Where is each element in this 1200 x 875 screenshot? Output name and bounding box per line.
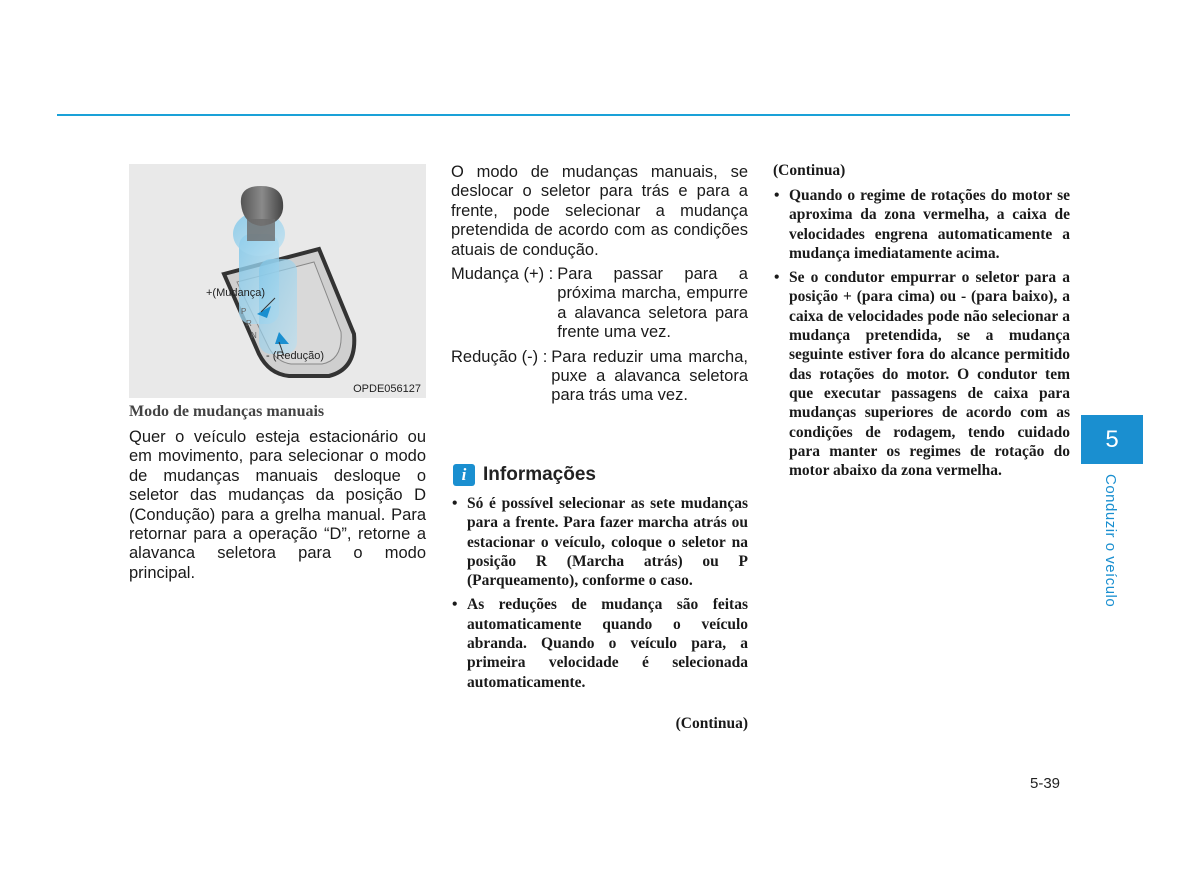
downshift-description: Para reduzir uma marcha, puxe a alavanca seletora para trás uma vez. <box>551 347 748 405</box>
svg-text:N: N <box>251 331 257 340</box>
figure-code: OPDE056127 <box>353 383 421 395</box>
upshift-callout: +(Mudança) <box>206 287 266 299</box>
info-heading <box>453 464 596 486</box>
list-item: • Quando o regime de rotações do motor se aproxima da zona vermelha, a caixa de velocidades engrena automaticamente a mudança imediatamente acima. <box>773 186 1070 263</box>
continued-header: (Continua) <box>773 162 846 179</box>
info-title: Informações <box>483 464 596 485</box>
downshift-callout: - (Redução) <box>266 350 325 362</box>
downshift-definition <box>451 348 748 406</box>
upshift-definition <box>451 265 748 343</box>
continued-bullet-list <box>773 186 1070 485</box>
upshift-description: Para passar para a próxima marcha, empurre a alavanca seletora para frente uma vez. <box>557 265 748 342</box>
manual-mode-paragraph: Quer o veículo esteja estacionário ou em movimento, para selecionar o modo de mudanças manuais desloque o seletor das mudanças da posição D (Condução) para a grelha manual. Para retornar para a operação “D”, retorne a alavanca seletora para o modo principal. <box>129 428 426 582</box>
continued-note: (Continua) <box>675 715 748 732</box>
info-icon: i <box>453 464 475 486</box>
svg-text:P: P <box>241 307 247 316</box>
intro-paragraph: O modo de mudanças manuais, se deslocar o seletor para trás e para a frente, pode selecionar a mudança pretendida de acordo com as condições atuais de condução. <box>451 163 748 259</box>
info-bullet-list <box>451 494 748 697</box>
chapter-title: Conduzir o veículo <box>1102 474 1119 608</box>
page-number: 5-39 <box>1030 775 1061 792</box>
gear-selector-illustration <box>129 164 426 398</box>
list-item: • As reduções de mudança são feitas automaticamente quando o veículo abranda. Quando o veículo para, a primeira velocidade é selecionada automaticamente. <box>451 595 748 691</box>
gear-shift-drawing <box>129 164 426 398</box>
column-2 <box>451 163 748 406</box>
header-rule <box>57 114 1070 116</box>
figure-caption: Modo de mudanças manuais <box>129 403 325 420</box>
chapter-tab: 5 <box>1081 415 1143 464</box>
list-item: • Só é possível selecionar as sete mudanças para a frente. Para fazer marcha atrás ou estacionar o veículo, coloque o seletor na posição R (Marcha atrás) ou P (Parqueamento), conforme o caso. <box>451 494 748 590</box>
downshift-term: Redução (-) : <box>451 347 548 366</box>
list-item: • Se o condutor empurrar o seletor para a posição + (para cima) ou - (para baixo), a caixa de velocidades pode não selecionar a mudança pretendida, se a mudança seguinte estiver fora do alcance permitido das rotações do motor. O condutor tem que executar passagens de caixa para mudanças superiores de acordo com as condições de rodagem, tendo cuidado para manter os regimes de rotação do motor abaixo da zona vermelha. <box>773 268 1070 480</box>
svg-text:R: R <box>246 319 252 328</box>
upshift-term: Mudança (+) : <box>451 265 554 284</box>
